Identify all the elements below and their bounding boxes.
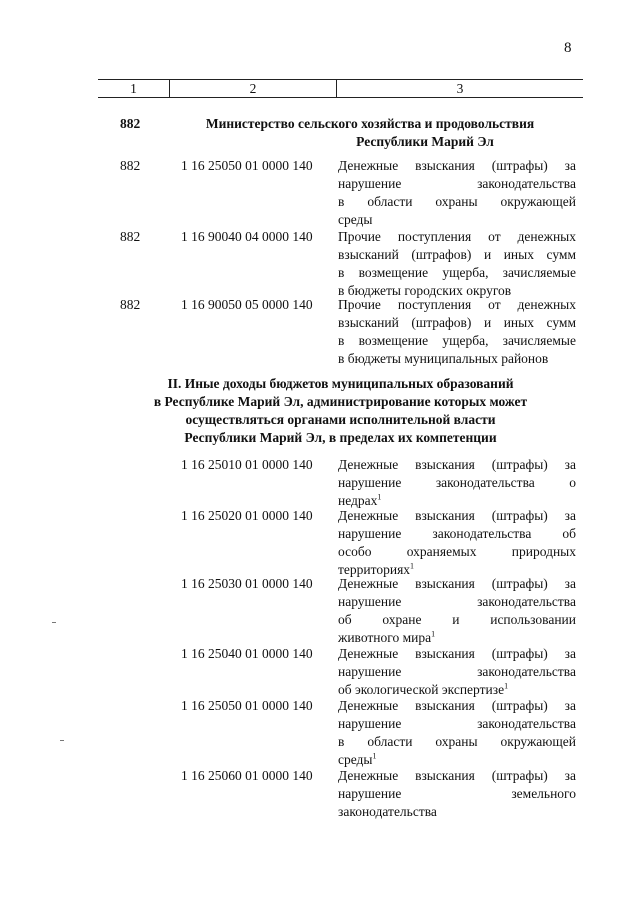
kbk-code: 1 16 25030 01 0000 140 — [181, 576, 313, 591]
footnote-mark: 1 — [504, 681, 509, 691]
description-line: в бюджеты городских округов — [338, 283, 512, 298]
description-line: об экологической экспертизе$^1$ — [338, 681, 509, 697]
table-row — [0, 645, 640, 699]
table-row — [0, 575, 640, 647]
table-header — [98, 79, 583, 98]
table-row — [0, 296, 640, 368]
revenue-description — [338, 645, 576, 699]
description-line: Денежные взыскания (штрафы) за — [338, 646, 576, 661]
description-line: нарушение земельного — [338, 786, 576, 801]
footnote-mark: 1 — [372, 751, 377, 761]
description-line: Денежные взыскания (штрафы) за — [338, 508, 576, 523]
description-line: в области охраны окружающей — [338, 734, 576, 749]
description-line: в области охраны окружающей — [338, 194, 576, 209]
description-line: взысканий (штрафов) и иных сумм — [338, 315, 576, 330]
description-line: в бюджеты муниципальных районов — [338, 351, 549, 366]
description-line: среды — [338, 212, 373, 227]
description-line: нарушение законодательства об — [338, 526, 576, 541]
ministry-code: 882 — [120, 116, 141, 131]
description-line: Денежные взыскания (штрафы) за — [338, 158, 576, 173]
margin-mark — [52, 622, 56, 623]
table-row — [0, 157, 640, 229]
description-line: нарушение законодательства о — [338, 475, 576, 490]
description-line: нарушение законодательства — [338, 176, 576, 191]
ministry-title — [180, 115, 560, 151]
revenue-description — [338, 697, 576, 769]
header-col-2: 2 — [170, 80, 337, 97]
section-title — [98, 375, 583, 447]
page-number: 8 — [564, 40, 572, 56]
description-line: в возмещение ущерба, зачисляемые — [338, 333, 576, 348]
revenue-description — [338, 157, 576, 229]
revenue-description — [338, 228, 576, 300]
description-line: нарушение законодательства — [338, 594, 576, 609]
footnote-mark: 1 — [377, 492, 382, 502]
kbk-code: 1 16 90050 05 0000 140 — [181, 297, 313, 312]
description-line: особо охраняемых природных — [338, 544, 576, 559]
footnote-mark: 1 — [410, 561, 415, 571]
revenue-description — [338, 456, 576, 510]
kbk-code: 1 16 25060 01 0000 140 — [181, 768, 313, 783]
revenue-description — [338, 296, 576, 368]
kbk-code: 1 16 25050 01 0000 140 — [181, 698, 313, 713]
section-title-line1: II. Иные доходы бюджетов муниципальных образований — [167, 376, 514, 391]
kbk-code: 1 16 90040 04 0000 140 — [181, 229, 313, 244]
table-row — [0, 697, 640, 769]
description-line: Прочие поступления от денежных — [338, 229, 576, 244]
header-col-3: 3 — [456, 81, 464, 96]
ministry-title-line2: Республики Марий Эл — [356, 134, 494, 149]
table-row — [0, 767, 640, 821]
table-row — [0, 228, 640, 300]
description-line: территориях$^1$ — [338, 561, 415, 577]
revenue-description — [338, 575, 576, 647]
admin-code: 882 — [120, 297, 141, 312]
description-line: животного мира$^1$ — [338, 629, 436, 645]
section-title-line2: в Республике Марий Эл, администрирование которых может — [153, 394, 528, 409]
description-line: законодательства — [338, 804, 437, 819]
margin-mark — [60, 740, 64, 741]
table-row — [0, 507, 640, 579]
admin-code: 882 — [120, 229, 141, 244]
description-line: Прочие поступления от денежных — [338, 297, 576, 312]
description-line: нарушение законодательства — [338, 716, 576, 731]
description-line: в возмещение ущерба, зачисляемые — [338, 265, 576, 280]
table-row — [0, 456, 640, 510]
header-col-1: 1 — [98, 80, 170, 97]
section-title-line4: Республики Марий Эл, в пределах их компетенции — [184, 430, 497, 445]
kbk-code: 1 16 25010 01 0000 140 — [181, 457, 313, 472]
kbk-code: 1 16 25020 01 0000 140 — [181, 508, 313, 523]
description-line: нарушение законодательства — [338, 664, 576, 679]
description-line: Денежные взыскания (штрафы) за — [338, 698, 576, 713]
description-line: Денежные взыскания (штрафы) за — [338, 576, 576, 591]
description-line: Денежные взыскания (штрафы) за — [338, 768, 576, 783]
footnote-mark: 1 — [431, 629, 436, 639]
description-line: Денежные взыскания (штрафы) за — [338, 457, 576, 472]
description-line: об охране и использовании — [338, 612, 576, 627]
description-line: среды$^1$ — [338, 751, 377, 767]
ministry-title-line1: Министерство сельского хозяйства и продовольствия — [205, 116, 535, 131]
kbk-code: 1 16 25050 01 0000 140 — [181, 158, 313, 173]
revenue-description — [338, 507, 576, 579]
description-line: недрах$^1$ — [338, 492, 382, 508]
section-title-line3: осуществляться органами исполнительной власти — [185, 412, 496, 427]
admin-code: 882 — [120, 158, 141, 173]
description-line: взысканий (штрафов) и иных сумм — [338, 247, 576, 262]
revenue-description — [338, 767, 576, 821]
kbk-code: 1 16 25040 01 0000 140 — [181, 646, 313, 661]
